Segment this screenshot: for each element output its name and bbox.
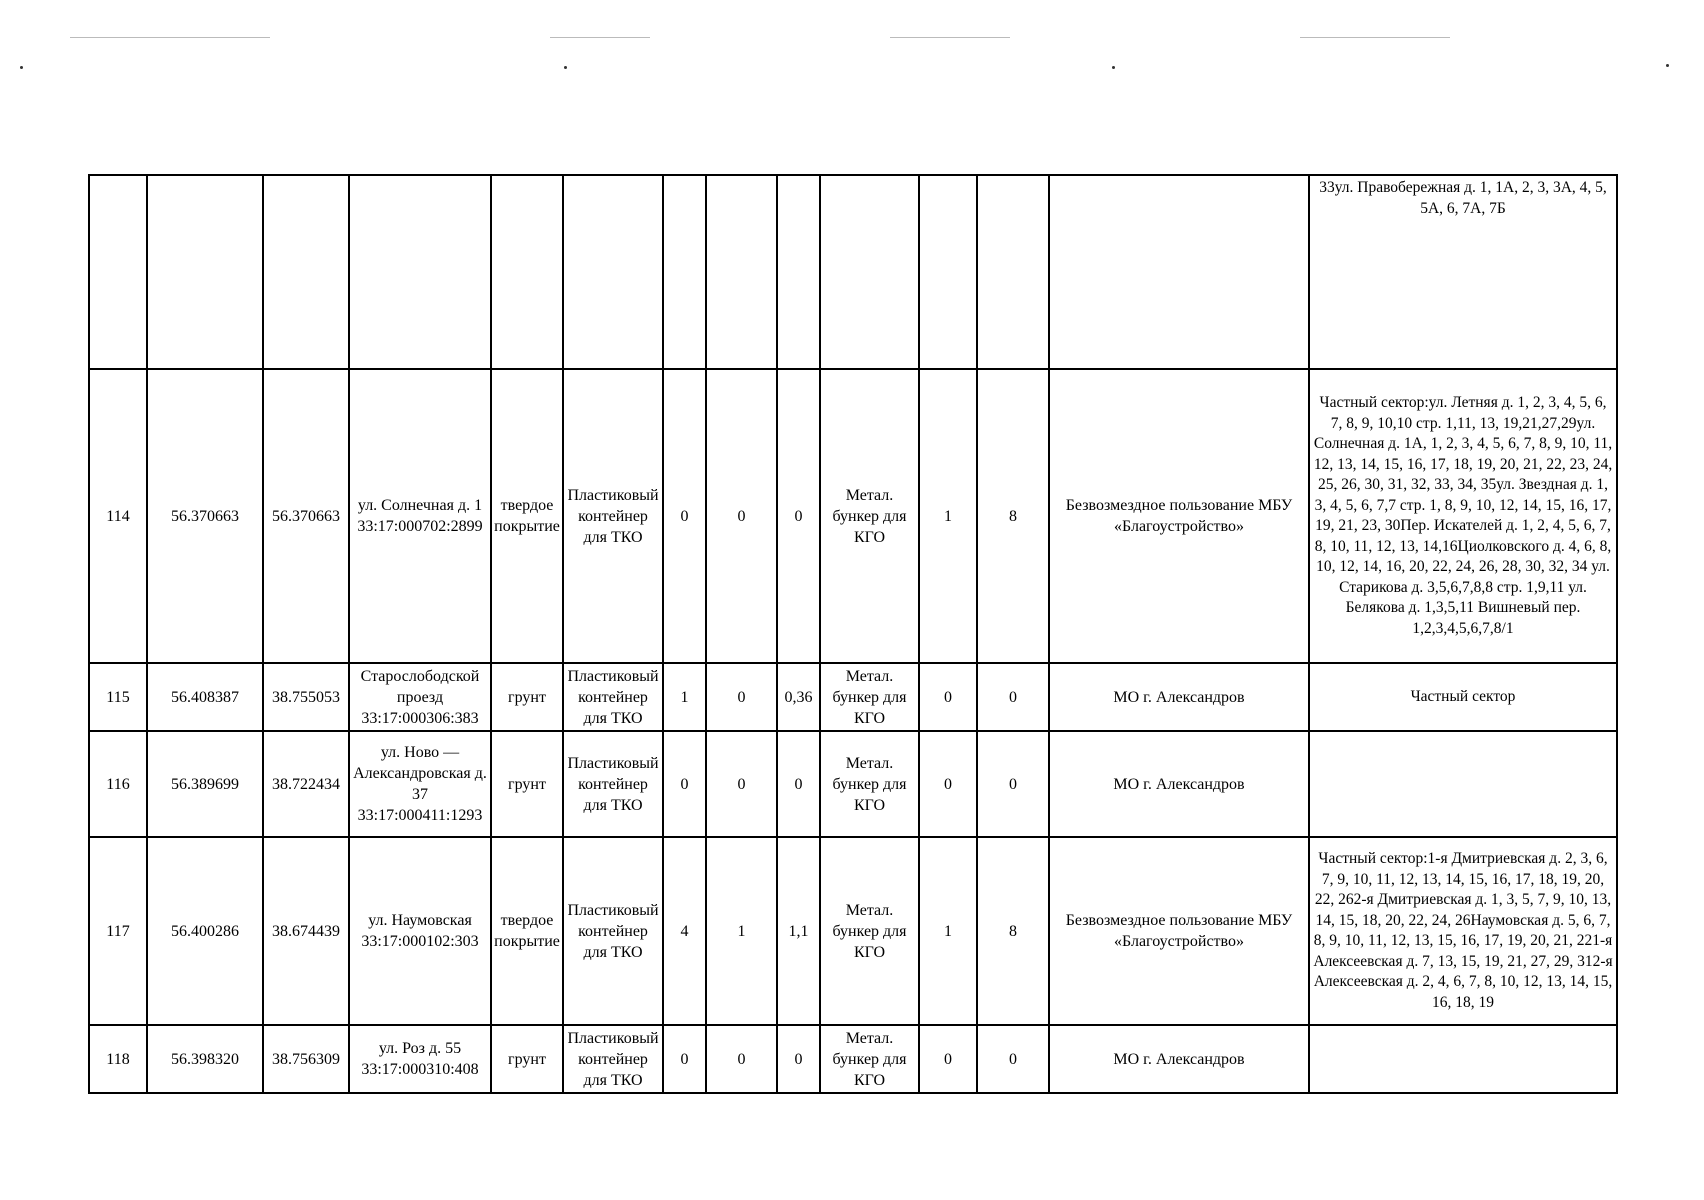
count-cell: 0 — [663, 369, 706, 663]
address-cell: ул. Солнечная д. 1 33:17:000702:2899 — [349, 369, 491, 663]
latitude-cell: 56.398320 — [147, 1025, 263, 1093]
container-type-cell: Пластиковый контейнер для ТКО — [563, 1025, 663, 1093]
count-cell: 0 — [706, 731, 777, 837]
owner-cell: МО г. Александров — [1049, 663, 1309, 731]
surface-cell: твердое покрытие — [491, 369, 563, 663]
table-row — [89, 663, 1617, 731]
kgo-volume-cell: 8 — [977, 837, 1049, 1025]
surface-cell: грунт — [491, 1025, 563, 1093]
kgo-volume-cell: 0 — [977, 731, 1049, 837]
latitude-cell: 56.389699 — [147, 731, 263, 837]
served-addresses-cell: Частный сектор:1-я Дмитриевская д. 2, 3, 6, 7, 9, 10, 11, 12, 13, 14, 15, 16, 17, 18, 19, 20, 22, 262-я Дмитриевская д. 1, 3, 5, 7, 9, 10, 13, 14, 15, 18, 20, 22, 24, 26Наумовская д. 5, 6, 7, 8, 9, 10, 11, 12, 13, 15, 16, 17, 19, 20, 21, 221-я Алексеевская д. 7, 13, 15, 19, 21, 27, 29, 312-я Алексеевская д. 2, 4, 6, 7, 8, 10, 12, 13, 14, 15, 16, 18, 19 — [1309, 837, 1617, 1025]
scan-dot — [564, 66, 567, 69]
volume-cell: 0,36 — [777, 663, 820, 731]
scan-dot — [20, 66, 23, 69]
table-row — [89, 175, 1617, 369]
row-number: 118 — [89, 1025, 147, 1093]
container-sites-table — [88, 174, 1618, 1094]
scan-dot — [1666, 64, 1669, 67]
table-row — [89, 837, 1617, 1025]
kgo-volume-cell: 0 — [977, 1025, 1049, 1093]
count-cell — [706, 175, 777, 369]
kgo-type-cell: Метал. бункер для КГО — [820, 731, 919, 837]
kgo-type-cell: Метал. бункер для КГО — [820, 663, 919, 731]
container-type-cell — [563, 175, 663, 369]
volume-cell — [777, 175, 820, 369]
latitude-cell — [147, 175, 263, 369]
kgo-count-cell: 1 — [919, 837, 977, 1025]
row-number: 116 — [89, 731, 147, 837]
container-type-cell: Пластиковый контейнер для ТКО — [563, 369, 663, 663]
row-number — [89, 175, 147, 369]
longitude-cell: 38.756309 — [263, 1025, 349, 1093]
longitude-cell — [263, 175, 349, 369]
kgo-volume-cell: 0 — [977, 663, 1049, 731]
count-cell — [663, 175, 706, 369]
owner-cell: Безвозмездное пользование МБУ «Благоустройство» — [1049, 369, 1309, 663]
table-row — [89, 1025, 1617, 1093]
volume-cell: 1,1 — [777, 837, 820, 1025]
served-addresses-cell: Частный сектор — [1309, 663, 1617, 731]
address-cell: Старослободской проезд 33:17:000306:383 — [349, 663, 491, 731]
served-addresses-cell: Частный сектор:ул. Летняя д. 1, 2, 3, 4, 5, 6, 7, 8, 9, 10,10 стр. 1,11, 13, 19,21,27,29ул. Солнечная д. 1А, 1, 2, 3, 4, 5, 6, 7, 8, 9, 10, 11, 12, 13, 14, 15, 16, 17, 18, 19, 20, 21, 22, 23, 24, 25, 26, 30, 31, 32, 33, 34, 35ул. Звездная д. 1, 3, 4, 5, 6, 7,7 стр. 1, 8, 9, 10, 12, 14, 15, 16, 17, 19, 21, 23, 30Пер. Искателей д. 1, 2, 4, 5, 6, 7, 8, 10, 11, 12, 13, 14,16Циолковского д. 4, 6, 8, 10, 12, 14, 16, 20, 22, 24, 26, 28, 30, 32, 34 ул. Старикова д. 3,5,6,7,8,8 стр. 1,9,11 ул. Белякова д. 1,3,5,11 Вишневый пер. 1,2,3,4,5,6,7,8/1 — [1309, 369, 1617, 663]
served-addresses-cell: 33ул. Правобережная д. 1, 1А, 2, 3, 3А, 4, 5, 5А, 6, 7А, 7Б — [1309, 175, 1617, 369]
kgo-volume-cell — [977, 175, 1049, 369]
longitude-cell: 38.755053 — [263, 663, 349, 731]
latitude-cell: 56.370663 — [147, 369, 263, 663]
kgo-count-cell: 0 — [919, 1025, 977, 1093]
kgo-count-cell: 1 — [919, 369, 977, 663]
container-type-cell: Пластиковый контейнер для ТКО — [563, 837, 663, 1025]
longitude-cell: 38.722434 — [263, 731, 349, 837]
kgo-type-cell: Метал. бункер для КГО — [820, 837, 919, 1025]
scan-dot — [1112, 66, 1115, 69]
row-number: 115 — [89, 663, 147, 731]
served-addresses-cell — [1309, 731, 1617, 837]
owner-cell — [1049, 175, 1309, 369]
served-addresses-cell — [1309, 1025, 1617, 1093]
surface-cell — [491, 175, 563, 369]
count-cell: 4 — [663, 837, 706, 1025]
scan-artifact-line — [890, 37, 1010, 38]
kgo-count-cell: 0 — [919, 663, 977, 731]
count-cell: 0 — [706, 663, 777, 731]
owner-cell: Безвозмездное пользование МБУ «Благоустройство» — [1049, 837, 1309, 1025]
count-cell: 1 — [706, 837, 777, 1025]
count-cell: 0 — [706, 369, 777, 663]
kgo-volume-cell: 8 — [977, 369, 1049, 663]
kgo-count-cell — [919, 175, 977, 369]
count-cell: 0 — [663, 1025, 706, 1093]
surface-cell: твердое покрытие — [491, 837, 563, 1025]
address-cell: ул. Наумовская 33:17:000102:303 — [349, 837, 491, 1025]
table-row — [89, 369, 1617, 663]
address-cell: ул. Роз д. 55 33:17:000310:408 — [349, 1025, 491, 1093]
latitude-cell: 56.408387 — [147, 663, 263, 731]
kgo-type-cell — [820, 175, 919, 369]
scan-artifact-line — [70, 37, 270, 38]
volume-cell: 0 — [777, 369, 820, 663]
scan-artifact-line — [1300, 37, 1450, 38]
row-number: 117 — [89, 837, 147, 1025]
owner-cell: МО г. Александров — [1049, 731, 1309, 837]
count-cell: 0 — [663, 731, 706, 837]
container-type-cell: Пластиковый контейнер для ТКО — [563, 731, 663, 837]
address-cell: ул. Ново — Александровская д. 37 33:17:000411:1293 — [349, 731, 491, 837]
count-cell: 0 — [706, 1025, 777, 1093]
owner-cell: МО г. Александров — [1049, 1025, 1309, 1093]
latitude-cell: 56.400286 — [147, 837, 263, 1025]
volume-cell: 0 — [777, 1025, 820, 1093]
volume-cell: 0 — [777, 731, 820, 837]
kgo-type-cell: Метал. бункер для КГО — [820, 369, 919, 663]
address-cell — [349, 175, 491, 369]
kgo-type-cell: Метал. бункер для КГО — [820, 1025, 919, 1093]
table-row — [89, 731, 1617, 837]
row-number: 114 — [89, 369, 147, 663]
count-cell: 1 — [663, 663, 706, 731]
surface-cell: грунт — [491, 663, 563, 731]
longitude-cell: 56.370663 — [263, 369, 349, 663]
container-type-cell: Пластиковый контейнер для ТКО — [563, 663, 663, 731]
longitude-cell: 38.674439 — [263, 837, 349, 1025]
kgo-count-cell: 0 — [919, 731, 977, 837]
scan-artifact-line — [550, 37, 650, 38]
surface-cell: грунт — [491, 731, 563, 837]
